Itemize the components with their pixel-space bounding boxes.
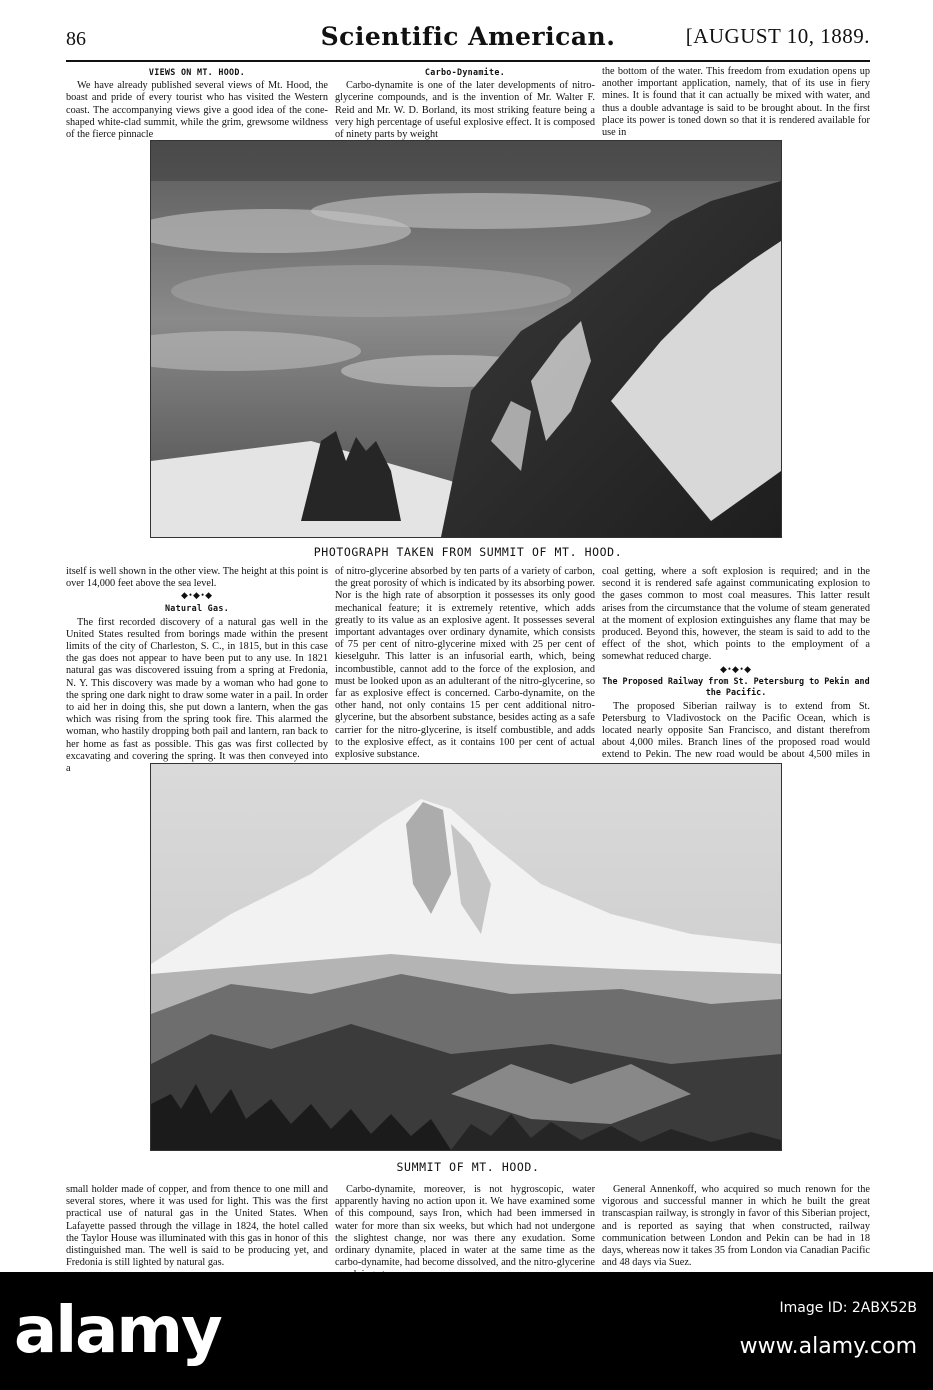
paragraph: the bottom of the water. This freedom from exudation opens up another important application, namely, that of its use in fiery mines. It is found that it can actually be mixed with water, and thus a double advantage is said to be brought about. In the first place its power is toned down so that it is rendered available for use in [602, 66, 870, 139]
heading-natural-gas: Natural Gas. [164, 603, 230, 614]
paragraph: small holder made of copper, and from thence to one mill and several stores, where it was used for light. This was the first practical use of natural gas in the United States. When Lafayette passed through the village in 1824, the hotel called the Taylor House was illuminated with this gas in honor of this distinguished man. The well is said to be producing yet, and Fredonia is still lighted by natural gas. [66, 1184, 328, 1269]
watermark-url: www.alamy.com [739, 1334, 917, 1359]
article-carbo-dynamite-middle [335, 566, 595, 761]
paragraph: Carbo-dynamite, moreover, is not hygroscopic, water apparently having no action upon it. We have examined some of this compound, says Iron, which had been immersed in water for more than six weeks, but which had not undergone the slightest change, nor was there any exudation. Some ordinary dynamite, placed in water at the same time as the carbo-dynamite, had become dissolved, and the nitro-glycerine [335, 1184, 595, 1269]
heading-carbo-dynamite: Carbo-Dynamite. [424, 67, 506, 77]
paragraph: We have already published several views of Mt. Hood, the boast and pride of every tourist who has visited the Western coast. The accompanying views give a good idea of the cone-shaped white-clad summit, while the grim, grewsome wildness of the fierce pinnacle [66, 80, 328, 141]
header-rule [66, 60, 870, 62]
paragraph: of nitro-glycerine absorbed by ten parts of a variety of carbon, the great porosity of which is indicated by its absorbing power. Nor is the high rate of absorption it possesses its only good mechanical feature; it is extremely retentive, which adds greatly to its value as an explosive agent. It possesses several important advantages over ordinary dynamite, which consists of 75 per cent of nitro-glycerine mixed with 25 per cent of kieselguhr. This latter is an infusorial earth, which, being incombustible, cannot add to the force of the explosion, and must be looked upon as an adulterant of the nitro-glycerine, so far as explosive effect is concerned. Carbo-dynamite, on the other hand, not only contains 15 per cent additional nitro-glycerine, but the absorbent substance, besides acting as a safe carrier for the nitro-glycerine, is itself combustible, and adds to the explosive effect, as it contains 100 per cent of actual explosive substance. [335, 566, 595, 761]
article-natural-gas-end [66, 1184, 328, 1269]
paragraph: Carbo-dynamite is one of the later developments of nitro-glycerine compounds, and is the invention of Mr. Walter F. Reid and Mr. W. D. Borland, its most striking feature being a very high percentage of useful explosive effect. It is composed of ninety parts by weight [335, 80, 595, 141]
article-carbo-dynamite-start [335, 66, 595, 141]
paragraph: coal getting, where a soft explosion is required; and in the second it is rendered safe against communicating explosion to the gases common to most coal measures. This latter result arises from the circumstance that the volume of steam generated at the moment of explosion extinguishes any flame that may be produced. Beyond this, however, the steam is said to add to the effect of the shot, which points to the employment of a somewhat reduced charge. [602, 566, 870, 663]
section-ornament: ◆•◆•◆ [719, 663, 753, 674]
photo-from-summit [150, 140, 782, 538]
image-id: Image ID: 2ABX52B [779, 1300, 917, 1316]
mountain-summit-illustration [151, 141, 781, 537]
article-natural-gas [66, 566, 328, 775]
article-siberian-railway-end [602, 1184, 870, 1269]
heading-views-on-mt-hood: VIEWS ON MT. HOOD. [148, 67, 246, 77]
article-mt-hood-start [66, 66, 328, 141]
photo2-caption: SUMMIT OF MT. HOOD. [396, 1160, 540, 1174]
article-siberian-railway [602, 566, 870, 774]
watermark-bar [0, 1272, 933, 1390]
alamy-logo: alamy [14, 1294, 221, 1368]
heading-proposed-railway: The Proposed Railway from St. Petersburg to Pekin and the Pacific. [602, 675, 870, 697]
article-carbo-dynamite-cont [602, 66, 870, 139]
page-number: 86 [66, 28, 86, 50]
section-ornament: ◆•◆•◆ [180, 590, 214, 601]
article-carbo-dynamite-end [335, 1184, 595, 1282]
paragraph: The proposed Siberian railway is to extend from St. Petersburg to Vladivostock on the Pacific Ocean, which is located nearly opposite San Francisco, and distant therefrom about 4,000 miles. Branch lines of the proposed road would extend to Pekin. The new road would be about 4,500 miles in [602, 700, 870, 761]
page-header [66, 14, 870, 58]
photo1-caption: PHOTOGRAPH TAKEN FROM SUMMIT OF MT. HOOD. [313, 545, 623, 559]
issue-date: [AUGUST 10, 1889. [685, 24, 870, 48]
paragraph: The first recorded discovery of a natural gas well in the United States resulted from borings made within the present limits of the city of Charleston, S. C., in 1815, but in this case the gas does not appear to have been put to any use. In 1821 natural gas was discovered issuing from a spring at Fredonia, N. Y. This discovery was made by a woman who had gone to the spring one dark night to draw some water in a pail. In order to aid her in doing this, she put down a lantern, when the gas which was rising from the spring took fire. This alarmed the woman, who hastily dropping both pail and lantern, ran back to her home as fast as possible. This gas was first collected by excavating and covering the spring. It was then conveyed into a [66, 616, 328, 775]
paragraph: General Annenkoff, who acquired so much renown for the vigorous and successful manner in which he built the great transcaspian railway, is strongly in favor of this Siberian project, and is reported as saying that when constructed, railway communication between London and Pekin can be had in 18 days, whereas now it takes 35 from London via Canadian Pacific and 48 days via Suez. [602, 1184, 870, 1269]
photo-summit-mt-hood [150, 763, 782, 1151]
mt-hood-peak-illustration [151, 764, 781, 1150]
paragraph: itself is well shown in the other view. The height at this point is over 14,000 feet above the sea level. [66, 566, 328, 590]
masthead-title: Scientific American. [320, 22, 616, 51]
